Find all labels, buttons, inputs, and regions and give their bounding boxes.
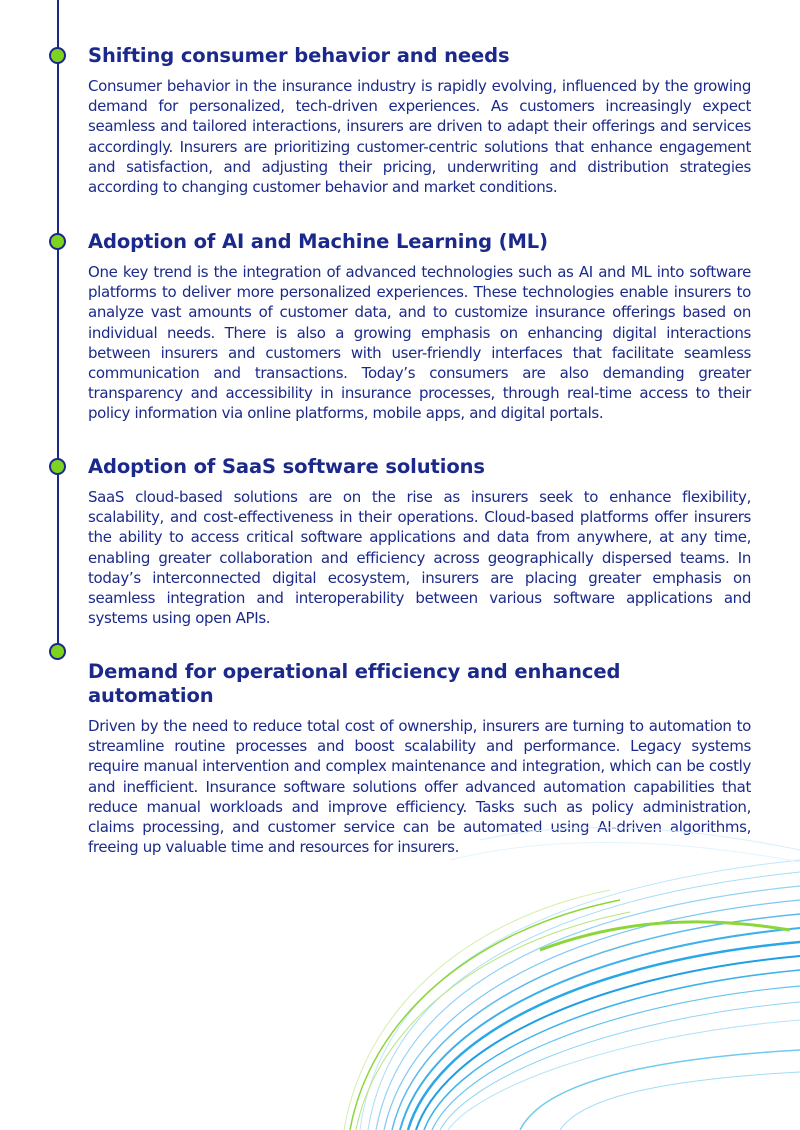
timeline-node-3 bbox=[49, 458, 66, 475]
section-body: Driven by the need to reduce total cost of ownership, insurers are turning to automation to streamline routine processes and boost scalability and performance. Legacy systems require manual intervention and complex maintenance and integration, which can be costly and inefficient. Insurance software solutions offer advanced automation capabilities that reduce manual workloads and improve efficiency. Tasks such as policy administration, claims processing, and customer service can be automated using AI-driven algorithms, freeing up valuable time and resources for insurers. bbox=[88, 717, 751, 857]
section-body: Consumer behavior in the insurance industry is rapidly evolving, influenced by the growing demand for personalized, tech-driven experiences. As customers increasingly expect seamless and tailored interactions, insurers are driven to adapt their offerings and services accordingly. Insurers are prioritizing customer-centric solutions that enhance engagement and satisfaction, and adjusting their pricing, underwriting and distribution strategies according to changing customer behavior and market conditions. bbox=[88, 77, 751, 197]
timeline-node-1 bbox=[49, 47, 66, 64]
section-heading: Demand for operational efficiency and enhanced automation bbox=[88, 660, 621, 707]
section-ai-ml bbox=[88, 230, 751, 424]
timeline-node-2 bbox=[49, 233, 66, 250]
section-body: One key trend is the integration of advanced technologies such as AI and ML into software platforms to deliver more personalized experiences. These technologies enable insurers to analyze vast amounts of customer data, and to customize insurance offerings based on individual needs. There is also a growing emphasis on enhancing digital interactions between insurers and customers with user-friendly interfaces that facilitate seamless communication and transactions. Today’s consumers are also demanding greater transparency and accessibility in insurance processes, through real-time access to their policy information via online platforms, mobile apps, and digital portals. bbox=[88, 263, 751, 423]
section-body: SaaS cloud-based solutions are on the rise as insurers seek to enhance flexibility, scalability, and cost-effectiveness in their operations. Cloud-based platforms offer insurers the ability to access critical software applications and data from anywhere, at any time, enabling greater collaboration and efficiency across geographically dispersed teams. In today’s interconnected digital ecosystem, insurers are placing greater emphasis on seamless integration and interoperability between various software applications and systems using open APIs. bbox=[88, 488, 751, 628]
section-heading: Adoption of AI and Machine Learning (ML) bbox=[88, 230, 548, 253]
section-heading: Shifting consumer behavior and needs bbox=[88, 44, 510, 67]
timeline-line bbox=[57, 0, 59, 654]
section-consumer-behavior bbox=[88, 44, 751, 197]
section-heading: Adoption of SaaS software solutions bbox=[88, 455, 485, 478]
section-saas bbox=[88, 455, 751, 628]
timeline-node-4 bbox=[49, 643, 66, 660]
decorative-swirl-graphic bbox=[320, 800, 800, 1130]
